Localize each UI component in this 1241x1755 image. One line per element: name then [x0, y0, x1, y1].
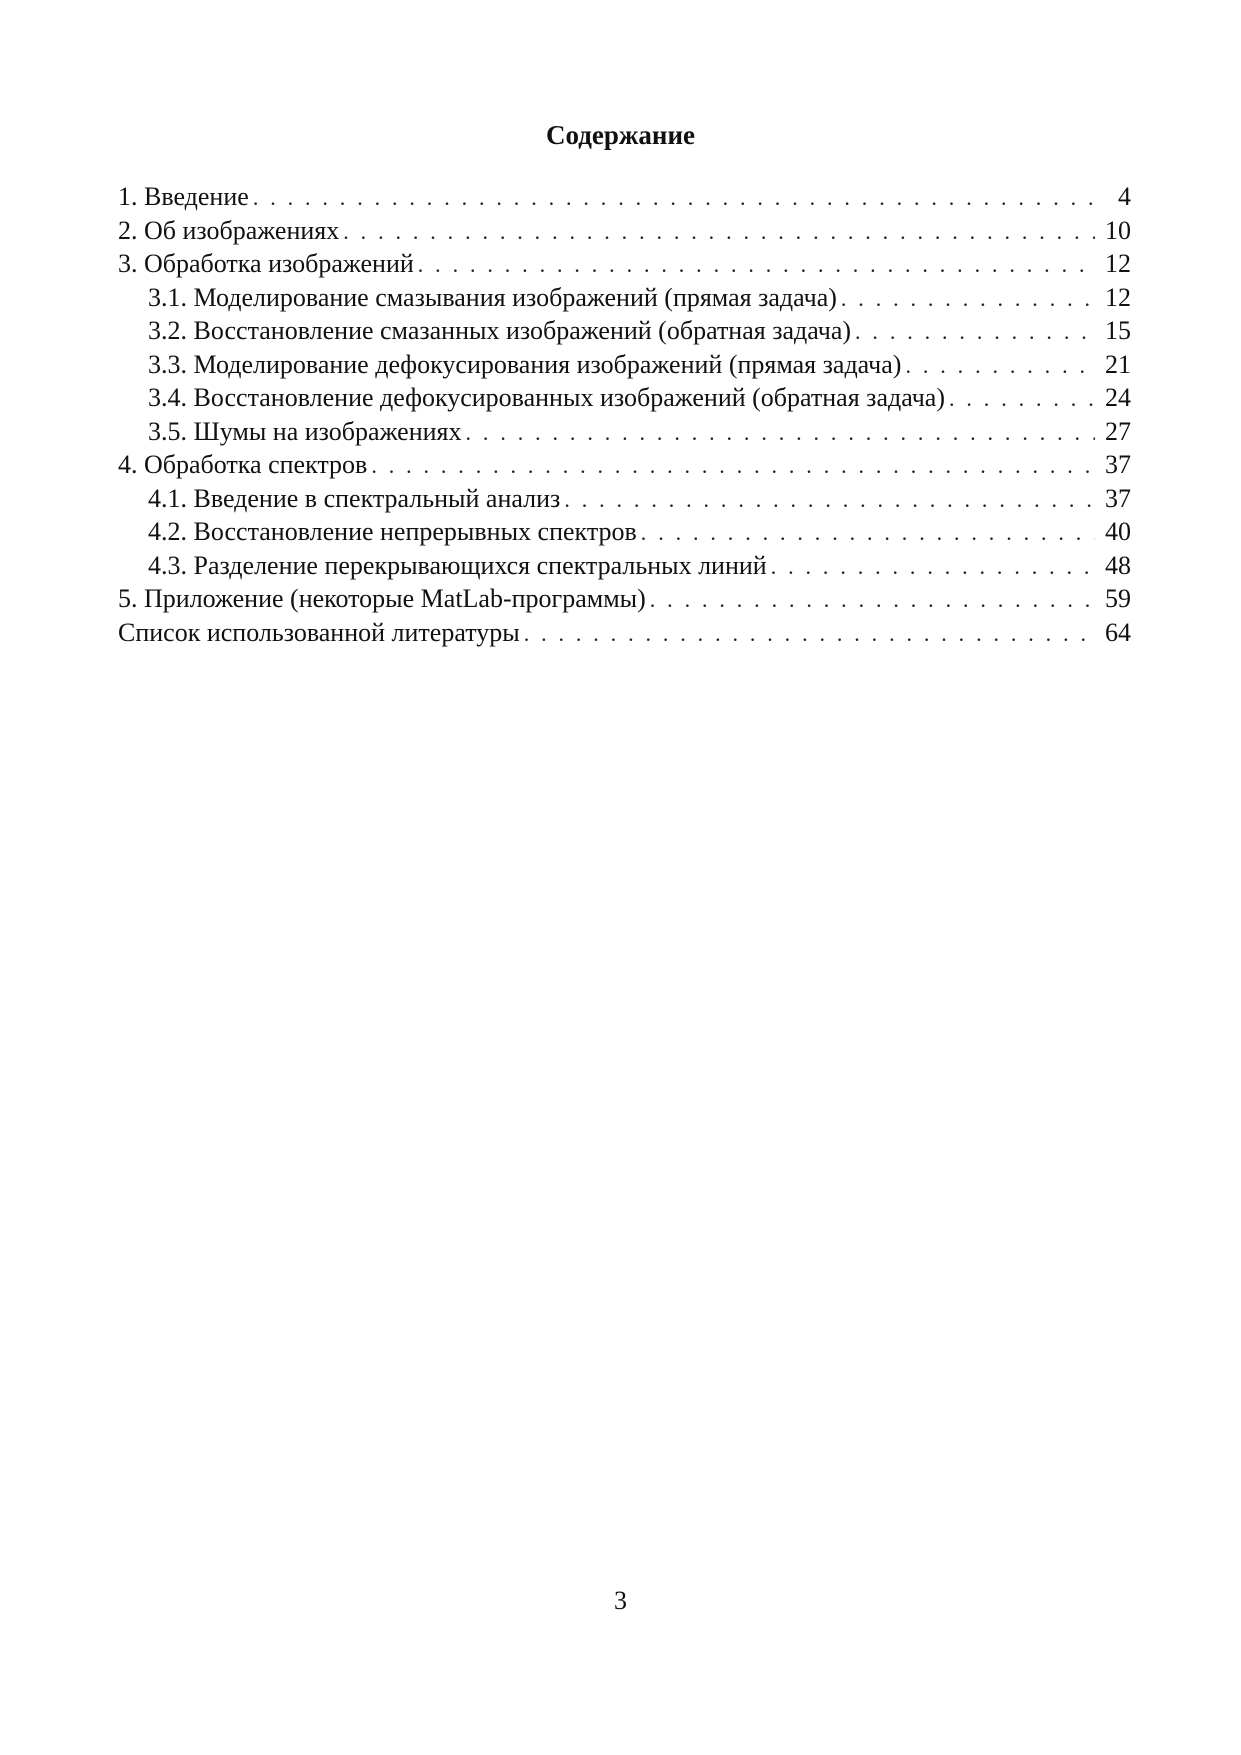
toc-leader-dots: [949, 382, 1095, 416]
toc-entry-page: 12: [1105, 282, 1131, 312]
toc-entry-page: 24: [1105, 383, 1131, 412]
toc-leader-dots: [905, 349, 1095, 383]
toc-entry-label: 3.2. Восстановление смазанных изображений (обратная задача): [148, 316, 852, 345]
toc-entry-label: 3.3. Моделирование дефокусирования изображений (прямая задача): [148, 349, 902, 379]
toc-entry-label: 4. Обработка спектров: [118, 450, 368, 479]
toc-leader-dots: [650, 583, 1095, 617]
toc-entry-blur-modeling[interactable]: [118, 281, 1131, 315]
toc-entry-blur-restoration[interactable]: [118, 314, 1131, 348]
toc-entry-page: 64: [1105, 617, 1131, 647]
toc-entry-page: 59: [1105, 584, 1131, 613]
page-number: 3: [614, 1586, 627, 1615]
toc-leader-dots: [771, 550, 1095, 584]
toc-entry-introduction[interactable]: [118, 180, 1131, 214]
toc-leader-dots: [841, 282, 1095, 316]
toc-entry-about-images[interactable]: [118, 214, 1131, 248]
toc-entry-references[interactable]: [118, 616, 1131, 650]
toc-entry-page: 4: [1118, 182, 1131, 211]
toc-entry-overlapping-lines[interactable]: [118, 549, 1131, 583]
toc-leader-dots: [371, 449, 1095, 483]
table-of-contents: [118, 180, 1131, 649]
toc-entry-image-processing[interactable]: [118, 247, 1131, 281]
toc-leader-dots: [418, 248, 1095, 282]
toc-entry-label: 4.1. Введение в спектральный анализ: [148, 483, 561, 513]
toc-entry-label: 4.3. Разделение перекрывающихся спектральных линий: [148, 550, 767, 580]
toc-entry-page: 37: [1105, 450, 1131, 479]
toc-leader-dots: [855, 315, 1095, 349]
toc-leader-dots: [524, 617, 1095, 651]
toc-entry-defocus-modeling[interactable]: [118, 348, 1131, 382]
toc-entry-label: 3.5. Шумы на изображениях: [148, 416, 462, 446]
toc-leader-dots: [466, 416, 1095, 450]
toc-entry-page: 37: [1105, 483, 1131, 513]
toc-entry-label: 4.2. Восстановление непрерывных спектров: [148, 517, 637, 546]
toc-entry-image-noise[interactable]: [118, 415, 1131, 449]
toc-entry-spectral-analysis-intro[interactable]: [118, 482, 1131, 516]
toc-entry-page: 10: [1105, 215, 1131, 245]
toc-entry-spectra-processing[interactable]: [118, 448, 1131, 482]
toc-entry-page: 12: [1105, 249, 1131, 278]
toc-entry-page: 15: [1105, 316, 1131, 345]
toc-entry-page: 48: [1105, 550, 1131, 580]
toc-entry-defocus-restoration[interactable]: [118, 381, 1131, 415]
toc-entry-page: 40: [1105, 517, 1131, 546]
toc-entry-label: 3. Обработка изображений: [118, 249, 414, 278]
toc-entry-appendix[interactable]: [118, 582, 1131, 616]
toc-leader-dots: [343, 215, 1095, 249]
toc-entry-page: 21: [1105, 349, 1131, 379]
toc-entry-label: 3.4. Восстановление дефокусированных изображений (обратная задача): [148, 383, 945, 412]
toc-entry-page: 27: [1105, 416, 1131, 446]
toc-leader-dots: [253, 181, 1095, 215]
toc-entry-label: 2. Об изображениях: [118, 215, 340, 245]
toc-leader-dots: [641, 516, 1095, 550]
toc-entry-label: 3.1. Моделирование смазывания изображений (прямая задача): [148, 282, 837, 312]
toc-entry-label: 5. Приложение (некоторые MatLab-программы): [118, 584, 646, 613]
toc-entry-continuous-spectra[interactable]: [118, 515, 1131, 549]
toc-entry-label: 1. Введение: [118, 182, 249, 211]
toc-leader-dots: [564, 483, 1095, 517]
page-title: Содержание: [545, 120, 696, 150]
toc-entry-label: Список использованной литературы: [118, 617, 520, 647]
